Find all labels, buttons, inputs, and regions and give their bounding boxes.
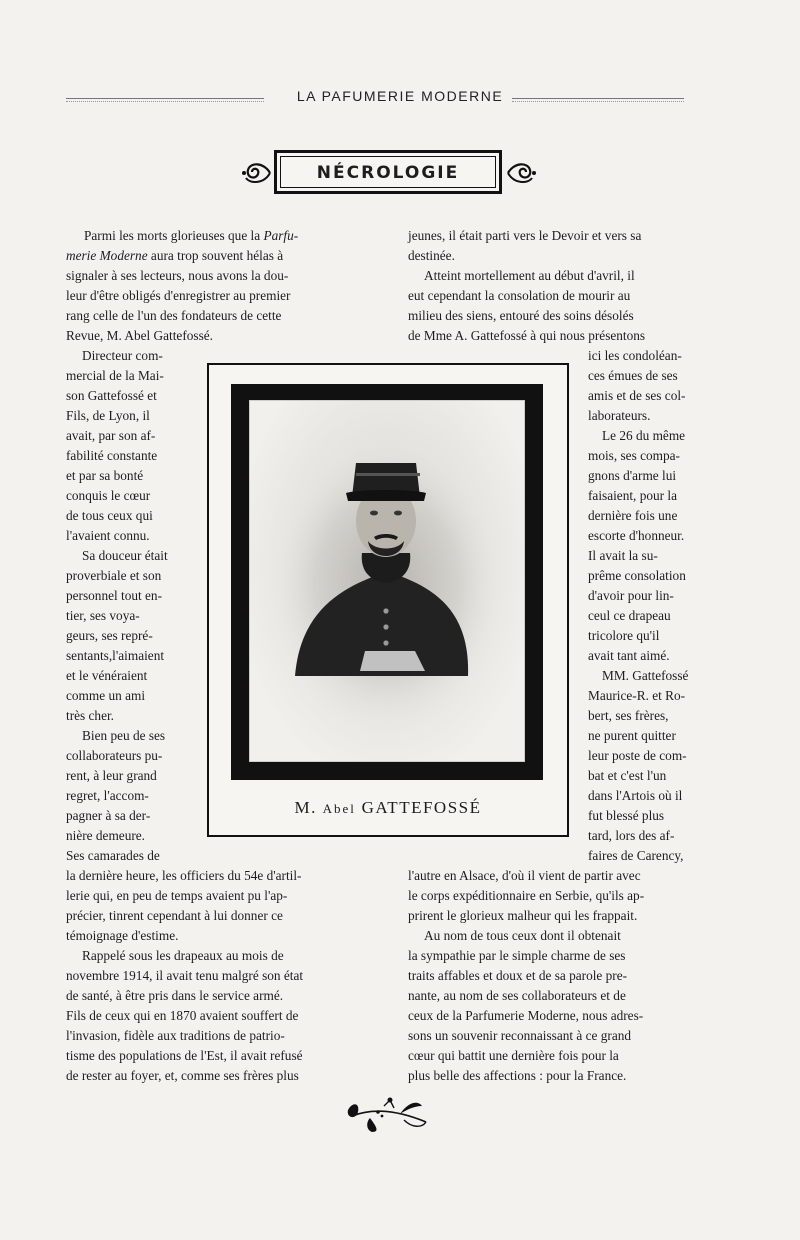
text-line: rent, à leur grand [66,768,157,783]
text-line: la sympathie par le simple charme de ses [408,948,626,963]
text-line: ne purent quitter [588,728,676,743]
text-line: Ses camarades de [66,848,160,863]
text-line: avait, par son af- [66,428,156,443]
text-line: Revue, M. Abel Gattefossé. [66,328,213,343]
text-line: et le vénéraient [66,668,148,683]
text-line: Fils, de Lyon, il [66,408,150,423]
text-line: signaler à ses lecteurs, nous avons la dou- [66,268,289,283]
left-paragraph-4 [66,726,190,866]
text-line: MM. Gattefossé [602,668,689,683]
left-paragraph-4-wide [66,866,368,946]
text-line: Atteint mortellement au début d'avril, il [424,268,635,283]
text-line: Bien peu de ses [82,728,166,743]
text-line: Fils de ceux qui en 1870 avaient souffert de [66,1008,299,1023]
text-line: nante, au nom de ses collaborateurs et de [408,988,626,1003]
text-line: ces émues de ses [588,368,678,383]
portrait-soldier-icon [250,401,524,761]
text-line: l'invasion, fidèle aux traditions de patrio- [66,1028,285,1043]
text-line: lerie qui, en peu de temps avaient pu l'ap- [66,888,288,903]
right-paragraph-2 [408,266,708,346]
text-line: tier, ses voya- [66,608,140,623]
text-line: geurs, ses repré- [66,628,153,643]
text-line: merie Moderne [66,248,148,263]
text-line: proverbiale et son [66,568,162,583]
text-line: cœur qui battit une dernière fois pour la [408,1048,619,1063]
text-line: Directeur com- [82,348,163,363]
text-line: ici les condoléan- [588,348,682,363]
caption-first-name: Abel [322,801,356,816]
text-line: mois, ses compa- [588,448,680,463]
left-paragraph-1 [66,226,368,346]
portrait-photo [250,401,524,761]
text-line: son Gattefossé et [66,388,157,403]
text-line: collaborateurs pu- [66,748,163,763]
text-line: mercial de la Mai- [66,368,164,383]
text-line: bat et c'est l'un [588,768,667,783]
text-line: pagner à sa der- [66,808,151,823]
text-line: ceux de la Parfumerie Moderne, nous adres- [408,1008,644,1023]
text-line: prême consolation [588,568,686,583]
portrait-caption [207,798,569,818]
left-paragraph-2 [66,346,190,546]
text-line: laborateurs. [588,408,651,423]
text-line: dernière fois une [588,508,678,523]
text-line: l'avaient connu. [66,528,150,543]
text-line: sons un souvenir reconnaissant à ce grand [408,1028,632,1043]
text-line: le corps expéditionnaire en Serbie, qu'ils ap- [408,888,645,903]
text-line: de tous ceux qui [66,508,153,523]
text-line: très cher. [66,708,114,723]
text-line: leur d'être obligés d'enregistrer au premier [66,288,291,303]
right-paragraph-4-wide [408,866,708,926]
right-paragraph-5 [408,926,708,1086]
text-line: témoignage d'estime. [66,928,179,943]
right-paragraph-4 [588,666,708,866]
text-line: amis et de ses col- [588,388,686,403]
text-line: fut blessé plus [588,808,665,823]
right-paragraph-3 [588,426,708,666]
text-line: de rester au foyer, et, comme ses frères plus [66,1068,299,1083]
text-line: sentants,l'aimaient [66,648,165,663]
section-title: NÉCROLOGIE [316,163,460,183]
text-line: personnel tout en- [66,588,163,603]
text-line: faires de Carency, [588,848,684,863]
text-line: l'autre en Alsace, d'où il vient de partir avec [408,868,641,883]
text-line: avait tant aimé. [588,648,670,663]
text-line: conquis le cœur [66,488,151,503]
text-line: novembre 1914, il avait tenu malgré son état [66,968,304,983]
text-line: nière demeure. [66,828,145,843]
fleuron-left-icon [240,156,274,190]
text-line: Le 26 du même [602,428,686,443]
text-line: tisme des populations de l'Est, il avait refusé [66,1048,303,1063]
text-line: escorte d'honneur. [588,528,685,543]
text-line: Rappelé sous les drapeaux au mois de [82,948,284,963]
text-line: milieu des siens, entouré des soins désolés [408,308,634,323]
text-line: faisaient, pour la [588,488,677,503]
text-line: aura trop souvent hélas à [147,248,284,263]
caption-prefix: M. [294,798,317,817]
text-line: la dernière heure, les officiers du 54e d'artil- [66,868,302,883]
floral-tailpiece-icon [342,1092,432,1136]
text-line: leur poste de com- [588,748,687,763]
section-title-box [274,150,502,194]
text-line: fabilité constante [66,448,158,463]
text-line: tricolore qu'il [588,628,660,643]
text-line: comme un ami [66,688,146,703]
text-line: Il avait la su- [588,548,658,563]
text-line: et par sa bonté [66,468,144,483]
fleuron-right-icon [504,156,538,190]
text-line: gnons d'arme lui [588,468,677,483]
text-line: regret, l'accom- [66,788,149,803]
text-line: Au nom de tous ceux dont il obtenait [424,928,621,943]
text-line: dans l'Artois où il [588,788,683,803]
text-line: Parfu- [263,228,299,243]
text-line: d'avoir pour lin- [588,588,674,603]
text-line: de Mme A. Gattefossé à qui nous présentons [408,328,646,343]
text-line: Maurice-R. et Ro- [588,688,686,703]
header-rule-right [512,98,684,99]
text-line: rang celle de l'un des fondateurs de cette [66,308,282,323]
text-line: eut cependant la consolation de mourir au [408,288,631,303]
caption-last-name: GATTEFOSSÉ [361,798,482,817]
left-paragraph-3 [66,546,190,726]
text-line: destinée. [408,248,455,263]
right-paragraph-2-narrow [588,346,708,426]
running-head: LA PAFUMERIE MODERNE [296,88,504,104]
text-line: Sa douceur était [82,548,168,563]
text-line: tard, lors des af- [588,828,675,843]
text-line: prirent le glorieux malheur qui les frappait. [408,908,638,923]
left-paragraph-5 [66,946,368,1086]
text-line: jeunes, il était parti vers le Devoir et vers sa [408,228,642,243]
text-line: de santé, à être pris dans le service armé. [66,988,284,1003]
text-line: bert, ses frères, [588,708,669,723]
text-line: plus belle des affections : pour la France. [408,1068,627,1083]
text-line: ceul ce drapeau [588,608,671,623]
text-line: Parmi les morts glorieuses que la [84,228,264,243]
text-line: traits affables et doux et de sa parole pre- [408,968,628,983]
text-line: précier, tinrent cependant à lui donner ce [66,908,283,923]
right-paragraph-1 [408,226,708,266]
